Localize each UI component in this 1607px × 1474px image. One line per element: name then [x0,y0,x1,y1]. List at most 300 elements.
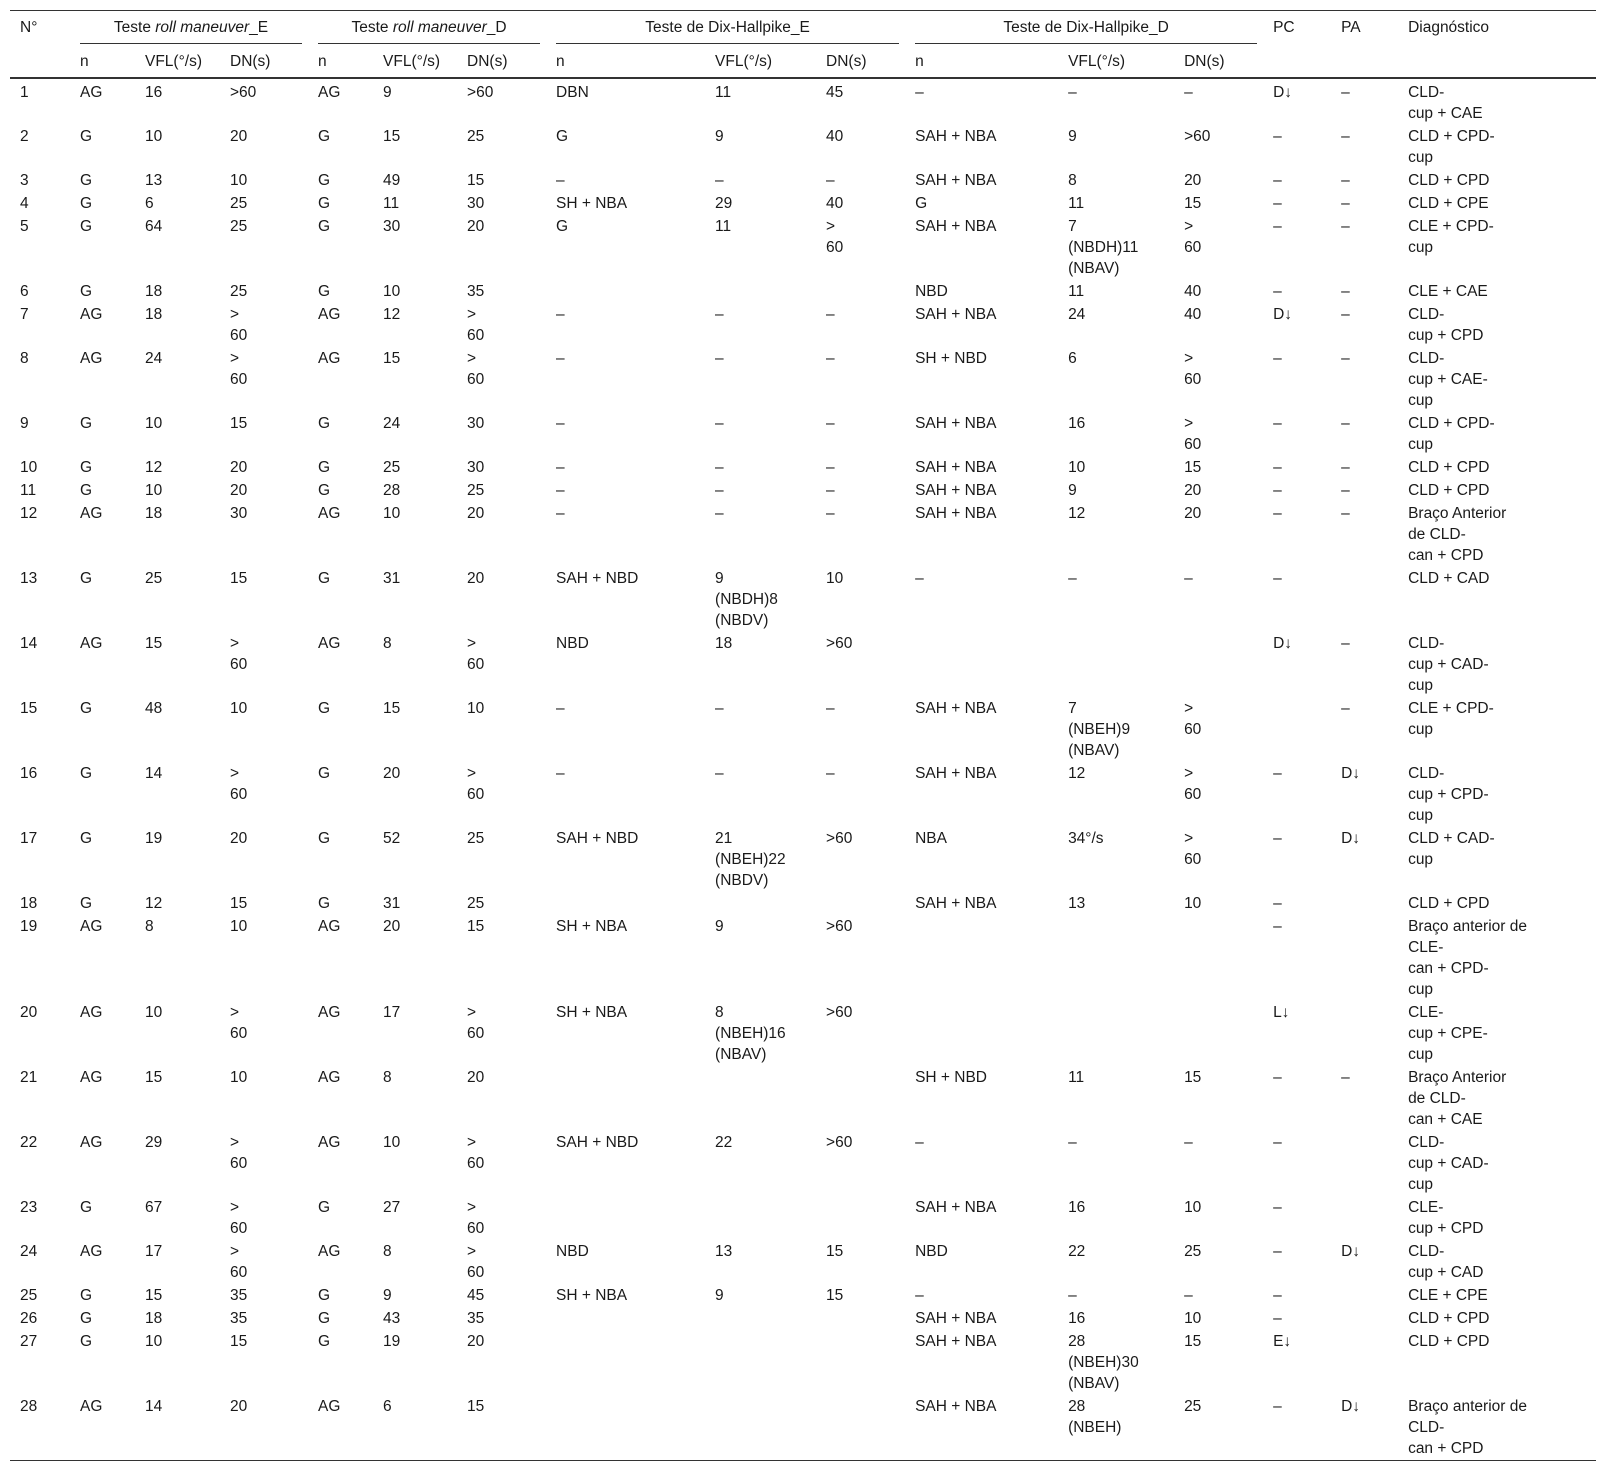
cell-pa: – [1341,350,1350,367]
cell-roll-e-n: G [80,128,93,145]
cell-roll-e-vfl: 10 [145,1004,163,1021]
cell-dix-e-dn [816,1395,905,1461]
table-row [10,412,1596,456]
cell-roll-e-n: G [80,482,93,499]
cell-diagnosis: CLD- cup + CAE [1408,84,1483,122]
col-pc-header: PC [1273,19,1295,36]
cell-pc: – [1273,482,1282,499]
cell-pa: D↓ [1341,830,1361,847]
cell-roll-d-dn: 45 [467,1287,485,1304]
cell-roll-d-dn: > 60 [467,350,485,388]
cell-roll-d-n: AG [318,505,341,522]
cell-roll-e-vfl: 17 [145,1243,163,1260]
cell-roll-e-vfl: 25 [145,570,163,587]
group-header-roll-e [70,11,308,44]
cell-diagnosis: CLD + CPD- cup [1408,415,1495,453]
table-row [10,169,1596,192]
table-row [10,192,1596,215]
cell-dix-e-dn [816,1307,905,1330]
cell-roll-e-dn: 15 [230,895,248,912]
cell-roll-d-n: AG [318,1004,341,1021]
cell-dix-e-n [546,1330,705,1395]
cell-pa: – [1341,635,1350,652]
cell-dix-d-dn: > 60 [1184,830,1202,868]
subheader-cell: DN(s) [230,53,271,70]
cell-diagnosis: CLE- cup + CPD [1408,1199,1484,1237]
cell-dix-e-vfl: 21 (NBEH)22 (NBDV) [715,830,786,889]
cell-dix-e-n: – [556,415,565,432]
cell-dix-e-dn: 15 [826,1287,844,1304]
cell-roll-e-dn: >60 [230,84,257,101]
cell-pc: – [1273,1199,1282,1216]
cell-dix-e-n [546,1395,705,1461]
cell-dix-e-vfl [705,280,816,303]
cell-dix-e-dn: – [826,505,835,522]
cell-roll-d-n: AG [318,306,341,323]
table-row [10,479,1596,502]
cell-roll-e-n: AG [80,1004,103,1021]
cell-dix-d-vfl: 7 (NBEH)9 (NBAV) [1068,700,1131,759]
cell-dix-d-n: SAH + NBA [915,505,997,522]
cell-diagnosis: CLD- cup + CAE- cup [1408,350,1488,409]
cell-dix-e-n [546,1066,705,1131]
table-row [10,280,1596,303]
cell-roll-d-dn: 20 [467,505,485,522]
cell-dix-e-dn: – [826,765,835,782]
cell-roll-d-dn: 15 [467,918,485,935]
cell-pc: – [1273,218,1282,235]
cell-roll-e-vfl: 10 [145,1333,163,1350]
cell-dix-e-n: – [556,350,565,367]
cell-roll-d-n: AG [318,635,341,652]
cell-roll-e-dn: 20 [230,1398,248,1415]
cell-roll-e-vfl: 14 [145,765,163,782]
cell-roll-d-n: G [318,128,331,145]
cell-dix-d-vfl: 28 (NBEH)30 (NBAV) [1068,1333,1139,1392]
cell-roll-d-vfl: 10 [383,505,401,522]
cell-diagnosis: CLD + CPD [1408,459,1490,476]
cell-dix-e-n: SH + NBA [556,195,628,212]
cell-dix-e-n: – [556,700,565,717]
cell-dix-e-dn: – [826,172,835,189]
cell-roll-e-vfl: 15 [145,635,163,652]
table-row [10,1196,1596,1240]
cell-dix-e-dn: >60 [826,830,853,847]
cell-pc: – [1273,830,1282,847]
group-label-suffix: _E [249,19,269,36]
cell-roll-d-vfl: 30 [383,218,401,235]
cell-roll-d-dn: 25 [467,128,485,145]
cell-roll-d-n: G [318,172,331,189]
cell-roll-d-vfl: 8 [383,635,392,652]
cell-roll-d-n: G [318,700,331,717]
cell-roll-e-n: G [80,195,93,212]
cell-roll-e-n: G [80,459,93,476]
cell-dix-d-n: SAH + NBA [915,895,997,912]
cell-pc [1263,697,1331,762]
cell-dix-e-n [546,1196,705,1240]
cell-number: 19 [20,918,38,935]
cell-roll-d-dn: 30 [467,195,485,212]
cell-roll-d-n: AG [318,918,341,935]
cell-dix-e-n: – [556,765,565,782]
cell-pc: – [1273,765,1282,782]
cell-dix-e-n: – [556,172,565,189]
table-row [10,303,1596,347]
cell-pa [1331,892,1398,915]
cell-pa: – [1341,218,1350,235]
cell-roll-e-dn: > 60 [230,1004,248,1042]
cell-roll-d-vfl: 15 [383,350,401,367]
cell-number: 23 [20,1199,38,1216]
cell-roll-e-n: G [80,570,93,587]
cell-pc: – [1273,350,1282,367]
cell-dix-e-n: SAH + NBD [556,570,639,587]
cell-diagnosis: CLD + CPD [1408,482,1490,499]
cell-diagnosis: CLD + CPD [1408,1310,1490,1327]
table-row [10,632,1596,697]
cell-dix-e-dn: 15 [826,1243,844,1260]
table-row [10,697,1596,762]
cell-pc: – [1273,570,1282,587]
cell-roll-e-n: G [80,1333,93,1350]
cell-roll-d-n: G [318,570,331,587]
cell-diagnosis: Braço anterior de CLD- can + CPD [1408,1398,1527,1457]
col-pa-header: PA [1341,19,1361,36]
cell-roll-e-n: G [80,1199,93,1216]
cell-dix-d-dn [1174,1001,1263,1066]
cell-roll-e-dn: 35 [230,1310,248,1327]
cell-dix-d-n: – [915,1134,924,1151]
cell-roll-e-dn: 25 [230,283,248,300]
cell-roll-e-vfl: 15 [145,1287,163,1304]
cell-dix-d-dn: – [1184,570,1193,587]
cell-dix-e-vfl [705,892,816,915]
cell-pa: – [1341,505,1350,522]
cell-diagnosis: CLD + CPD [1408,1333,1490,1350]
cell-diagnosis: CLE + CAE [1408,283,1488,300]
cell-roll-e-dn: 35 [230,1287,248,1304]
cell-pa [1331,567,1398,632]
subheader-cell: DN(s) [467,53,508,70]
cell-roll-d-dn: 20 [467,570,485,587]
cell-dix-d-n [905,632,1058,697]
cell-dix-e-vfl: – [715,700,724,717]
cell-roll-e-dn: 15 [230,570,248,587]
cell-roll-e-vfl: 48 [145,700,163,717]
cell-dix-e-dn [816,1330,905,1395]
cell-roll-e-vfl: 24 [145,350,163,367]
cell-dix-d-dn: 20 [1184,172,1202,189]
cell-dix-d-vfl: 11 [1068,283,1085,300]
cell-number: 10 [20,459,38,476]
cell-diagnosis: CLD- cup + CPD- cup [1408,765,1489,824]
cell-dix-d-dn: > 60 [1184,218,1202,256]
cell-dix-e-vfl [705,1066,816,1131]
cell-roll-d-dn: > 60 [467,635,485,673]
cell-number: 20 [20,1004,38,1021]
cell-roll-d-vfl: 25 [383,459,401,476]
table-row [10,1330,1596,1395]
cell-pc: L↓ [1273,1004,1290,1021]
cell-roll-e-dn: 20 [230,830,248,847]
cell-roll-e-n: G [80,895,93,912]
cell-dix-d-n: NBD [915,1243,948,1260]
cell-dix-d-vfl: 8 [1068,172,1077,189]
cell-roll-d-dn: > 60 [467,765,485,803]
cell-pa: – [1341,700,1350,717]
cell-diagnosis: CLD + CPD [1408,895,1490,912]
cell-dix-d-vfl: – [1068,1134,1077,1151]
cell-pa: – [1341,459,1350,476]
cell-roll-d-n: G [318,218,331,235]
subheader-cell: VFL(°/s) [145,53,203,70]
cell-pc: – [1273,505,1282,522]
cell-dix-d-vfl: 34°/s [1068,830,1104,847]
cell-roll-d-vfl: 12 [383,306,401,323]
cell-pa: – [1341,482,1350,499]
cell-diagnosis: CLD + CAD- cup [1408,830,1495,868]
cell-dix-e-vfl: – [715,172,724,189]
table-row [10,125,1596,169]
cell-dix-d-n: SAH + NBA [915,1310,997,1327]
table-row [10,1066,1596,1131]
cell-dix-d-vfl: – [1068,1287,1077,1304]
cell-roll-e-dn: > 60 [230,635,248,673]
cell-roll-d-dn: 30 [467,415,485,432]
cell-pa [1331,915,1398,1001]
cell-roll-d-vfl: 6 [383,1398,392,1415]
cell-dix-e-dn: – [826,700,835,717]
cell-roll-e-n: G [80,415,93,432]
cell-roll-e-vfl: 18 [145,306,163,323]
cell-roll-e-n: AG [80,84,103,101]
table-header [10,11,1596,79]
cell-roll-e-vfl: 18 [145,283,163,300]
cell-dix-d-vfl: 11 [1068,1069,1085,1086]
cell-dix-e-n: NBD [556,1243,589,1260]
cell-pc: D↓ [1273,635,1293,652]
cell-dix-d-n [905,915,1058,1001]
cell-number: 16 [20,765,38,782]
cell-roll-d-vfl: 31 [383,895,401,912]
cell-dix-e-n: SH + NBA [556,918,628,935]
cell-roll-e-n: AG [80,918,103,935]
cell-pc: – [1273,895,1282,912]
cell-roll-d-n: AG [318,350,341,367]
cell-dix-e-vfl: – [715,306,724,323]
cell-roll-d-n: G [318,195,331,212]
cell-roll-e-dn: 10 [230,172,248,189]
table-row [10,1307,1596,1330]
table-body [10,78,1596,1461]
cell-roll-d-dn: > 60 [467,1134,485,1172]
cell-dix-e-vfl: 8 (NBEH)16 (NBAV) [715,1004,786,1063]
cell-dix-d-dn: 20 [1184,482,1202,499]
cell-dix-d-vfl [1058,1001,1174,1066]
cell-roll-d-vfl: 11 [383,195,400,212]
cell-pc: – [1273,195,1282,212]
cell-dix-d-vfl: – [1068,84,1077,101]
cell-dix-e-vfl: 9 [715,128,724,145]
cell-dix-d-n: SH + NBD [915,1069,987,1086]
cell-roll-e-vfl: 14 [145,1398,163,1415]
cell-dix-e-dn: – [826,306,835,323]
table-row [10,1395,1596,1461]
cell-roll-e-vfl: 12 [145,895,163,912]
cell-roll-d-n: AG [318,1069,341,1086]
cell-pc: – [1273,1287,1282,1304]
cell-roll-d-n: G [318,1333,331,1350]
cell-dix-e-n: – [556,505,565,522]
cell-roll-d-dn: >60 [467,84,494,101]
cell-number: 6 [20,283,29,300]
cell-dix-d-vfl: 12 [1068,765,1086,782]
cell-number: 14 [20,635,38,652]
cell-dix-d-n [905,1001,1058,1066]
group-label-em: roll maneuver [155,19,250,36]
cell-roll-d-dn: 20 [467,1069,485,1086]
cell-roll-d-n: G [318,830,331,847]
cell-dix-e-vfl: 29 [715,195,733,212]
cell-pa: D↓ [1341,765,1361,782]
table-row [10,78,1596,125]
cell-roll-e-vfl: 18 [145,1310,163,1327]
cell-dix-d-dn: > 60 [1184,415,1202,453]
cell-roll-d-dn: > 60 [467,1243,485,1281]
cell-roll-e-dn: > 60 [230,1243,248,1281]
cell-dix-e-vfl: – [715,459,724,476]
cell-dix-d-n: – [915,570,924,587]
cell-pc: D↓ [1273,306,1293,323]
cell-diagnosis: CLD + CPD- cup [1408,128,1495,166]
cell-number: 28 [20,1398,38,1415]
cell-dix-e-n: – [556,482,565,499]
cell-dix-d-n: SAH + NBA [915,1199,997,1216]
cell-number: 25 [20,1287,38,1304]
cell-roll-d-dn: 35 [467,1310,485,1327]
cell-pc: – [1273,1310,1282,1327]
cell-pa: – [1341,1069,1350,1086]
cell-dix-e-dn: >60 [826,1134,853,1151]
cell-number: 4 [20,195,29,212]
cell-roll-e-dn: 30 [230,505,248,522]
cell-pc: – [1273,415,1282,432]
cell-number: 21 [20,1069,38,1086]
cell-roll-d-n: G [318,482,331,499]
cell-dix-d-dn: > 60 [1184,700,1202,738]
cell-dix-d-dn: 10 [1184,1310,1202,1327]
cell-dix-e-dn [816,280,905,303]
cell-roll-e-vfl: 67 [145,1199,163,1216]
table-row [10,827,1596,892]
col-diagnosis-header: Diagnóstico [1408,19,1490,36]
group-label: Teste de Dix-Hallpike_E [645,19,810,36]
cell-dix-d-n: – [915,1287,924,1304]
cell-roll-e-n: G [80,700,93,717]
subheader-cell: n [556,53,565,70]
table-row [10,215,1596,280]
cell-roll-e-vfl: 18 [145,505,163,522]
cell-roll-d-n: G [318,1199,331,1216]
cell-roll-e-dn: 10 [230,918,248,935]
cell-number: 9 [20,415,29,432]
cell-dix-d-n: NBD [915,283,948,300]
cell-dix-d-vfl: 6 [1068,350,1077,367]
cell-pc: – [1273,128,1282,145]
table-row [10,915,1596,1001]
cell-dix-d-n: SAH + NBA [915,172,997,189]
cell-roll-d-dn: 10 [467,700,485,717]
cell-roll-e-vfl: 8 [145,918,154,935]
cell-roll-e-vfl: 15 [145,1069,163,1086]
cell-roll-e-vfl: 10 [145,482,163,499]
cell-dix-e-dn [816,892,905,915]
cell-pa: – [1341,128,1350,145]
cell-dix-d-vfl: 16 [1068,1310,1086,1327]
cell-roll-e-n: AG [80,1243,103,1260]
cell-roll-d-vfl: 15 [383,128,401,145]
cell-roll-d-n: G [318,283,331,300]
cell-dix-e-n: – [556,306,565,323]
cell-roll-e-n: G [80,218,93,235]
cell-roll-d-n: AG [318,84,341,101]
cell-dix-d-vfl: 9 [1068,128,1077,145]
subheader-cell: n [318,53,327,70]
cell-pa: – [1341,172,1350,189]
cell-dix-d-dn: 15 [1184,459,1202,476]
cell-dix-e-dn: >60 [826,918,853,935]
cell-pc: – [1273,918,1282,935]
cell-number: 12 [20,505,38,522]
cell-dix-e-dn [816,1196,905,1240]
cell-pc: – [1273,1398,1282,1415]
cell-dix-d-dn: 40 [1184,306,1202,323]
cell-roll-d-vfl: 8 [383,1243,392,1260]
group-header-dix-e [546,11,905,44]
group-label-em: roll maneuver [392,19,487,36]
cell-number: 26 [20,1310,38,1327]
cell-roll-e-vfl: 10 [145,415,163,432]
cell-pa [1331,1284,1398,1307]
cell-dix-d-n: – [915,84,924,101]
cell-roll-d-n: G [318,1287,331,1304]
table-row [10,1284,1596,1307]
subheader-cell: VFL(°/s) [1068,53,1126,70]
cell-dix-e-n: SAH + NBD [556,830,639,847]
cell-roll-e-n: G [80,765,93,782]
cell-dix-e-n [546,892,705,915]
cell-dix-d-vfl: 28 (NBEH) [1068,1398,1122,1436]
cell-diagnosis: Braço Anterior de CLD- can + CAE [1408,1069,1507,1128]
cell-dix-d-dn: 40 [1184,283,1202,300]
cell-roll-e-vfl: 16 [145,84,163,101]
cell-pa: – [1341,306,1350,323]
cell-dix-d-vfl: 24 [1068,306,1086,323]
cell-diagnosis: CLE + CPD- cup [1408,218,1494,256]
cell-roll-e-dn: > 60 [230,765,248,803]
cell-roll-d-n: AG [318,1134,341,1151]
table-row [10,1001,1596,1066]
cell-pc: – [1273,1069,1282,1086]
cell-number: 18 [20,895,38,912]
cell-roll-d-n: AG [318,1398,341,1415]
cell-diagnosis: Braço anterior de CLE- can + CPD- cup [1408,918,1527,998]
cell-roll-d-n: G [318,415,331,432]
cell-dix-d-n: SAH + NBA [915,482,997,499]
cell-number: 8 [20,350,29,367]
cell-roll-d-vfl: 10 [383,1134,401,1151]
